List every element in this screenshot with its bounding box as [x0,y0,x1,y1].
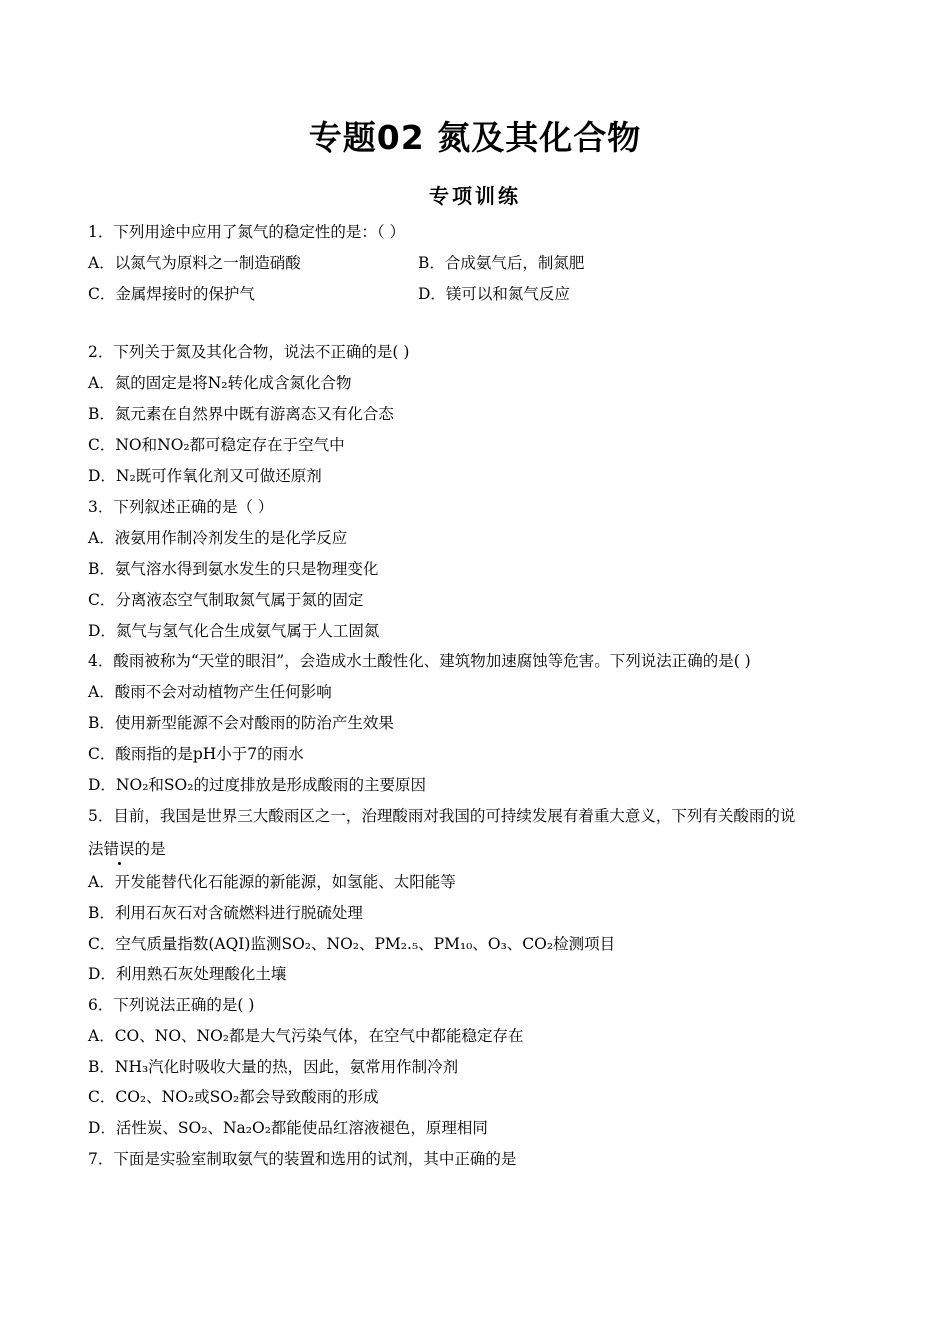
question-2-option-b: B．氮元素在自然界中既有游离态又有化合态 [88,405,394,423]
question-5-emphasis-dots: 错误 [103,840,135,858]
question-4-option-d: D．NO₂和SO₂的过度排放是形成酸雨的主要原因 [88,776,426,794]
question-4-stem: 4．酸雨被称为“天堂的眼泪”，会造成水土酸性化、建筑物加速腐蚀等危害。下列说法正确的是( ) [88,652,751,670]
question-1-option-a: A．以氮气为原料之一制造硝酸 [88,254,301,272]
question-4-option-a: A．酸雨不会对动植物产生任何影响 [88,683,332,701]
question-6-option-b: B．NH₃汽化时吸收大量的热，因此，氨常用作制冷剂 [88,1058,459,1076]
question-5-stem-line2 [88,839,166,859]
question-2-option-d: D．N₂既可作氧化剂又可做还原剂 [88,467,322,485]
question-6-option-d: D．活性炭、SO₂、Na₂O₂都能使品红溶液褪色，原理相同 [88,1119,488,1137]
question-4-option-c: C．酸雨指的是pH小于7的雨水 [88,745,304,763]
question-5-option-a: A．开发能替代化石能源的新能源，如氢能、太阳能等 [88,873,456,891]
question-1-option-d: D．镁可以和氮气反应 [418,285,570,303]
question-5-stem-pre: 法 [88,840,104,858]
page-subtitle: 专项训练 [429,184,521,208]
page-title: 专题02 氮及其化合物 [308,118,642,157]
question-5-option-b: B．利用石灰石对含硫燃料进行脱硫处理 [88,904,363,922]
question-2-option-a: A．氮的固定是将N₂转化成含氮化合物 [88,374,352,392]
question-3-option-a: A．液氨用作制冷剂发生的是化学反应 [88,529,348,547]
question-1-option-b: B．合成氨气后，制氮肥 [418,254,585,272]
question-3-option-b: B．氨气溶水得到氨水发生的只是物理变化 [88,560,379,578]
question-5-option-c: C．空气质量指数(AQI)监测SO₂、NO₂、PM₂.₅、PM₁₀、O₃、CO₂检测项目 [88,935,616,953]
question-6-option-c: C．CO₂、NO₂或SO₂都会导致酸雨的形成 [88,1088,379,1106]
question-6-option-a: A．CO、NO、NO₂都是大气污染气体，在空气中都能稳定存在 [88,1027,524,1045]
question-5-stem-post: 的是 [134,840,166,858]
question-5-option-d: D．利用熟石灰处理酸化土壤 [88,965,287,983]
question-3-option-c: C．分离液态空气制取氮气属于氮的固定 [88,591,364,609]
question-2-option-c: C．NO和NO₂都可稳定存在于空气中 [88,436,345,454]
question-4-option-b: B．使用新型能源不会对酸雨的防治产生效果 [88,714,394,732]
question-6-stem: 6．下列说法正确的是( ) [88,996,255,1014]
question-1-option-c: C．金属焊接时的保护气 [88,285,255,303]
question-7-stem: 7．下面是实验室制取氨气的装置和选用的试剂，其中正确的是 [88,1150,517,1168]
question-5-stem-line1: 5．目前，我国是世界三大酸雨区之一，治理酸雨对我国的可持续发展有着重大意义，下列有关酸雨的说 [88,807,796,825]
question-2-stem: 2．下列关于氮及其化合物，说法不正确的是( ) [88,343,410,361]
question-1-stem: 1．下列用途中应用了氮气的稳定性的是：（ ） [88,223,406,241]
question-3-stem: 3．下列叙述正确的是（ ） [88,498,274,516]
question-3-option-d: D．氮气与氢气化合生成氨气属于人工固氮 [88,622,380,640]
